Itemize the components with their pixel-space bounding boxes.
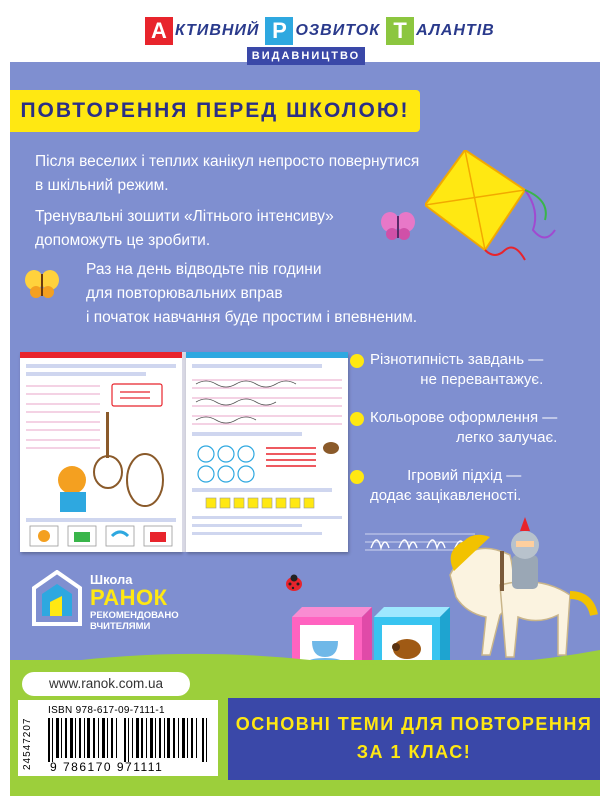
notebook-right-page-art (186, 352, 348, 552)
feature-line: Різнотипність завдань — (370, 351, 544, 368)
brand-word-2: ОЗВИТОК (295, 22, 381, 39)
bottom-banner-line: ОСНОВНІ ТЕМИ ДЛЯ ПОВТОРЕННЯ (235, 714, 593, 734)
ranok-note-line: ВЧИТЕЛЯМИ (90, 621, 151, 632)
bullet-dot-icon (350, 470, 364, 484)
feature-bullet-color (350, 408, 557, 448)
notebook-right-page (186, 352, 348, 552)
page-left-margin (0, 0, 10, 796)
ranok-school-logo (32, 570, 202, 630)
intro-paragraph-1 (35, 150, 435, 198)
book-back-cover (10, 0, 600, 796)
ranok-recommendation (90, 610, 179, 632)
ladybug-icon (284, 574, 304, 592)
grass-wave (10, 630, 600, 670)
ranok-school-label: Школа (90, 572, 133, 587)
intro-text-line: в шкільний режим. (35, 177, 169, 194)
brand-word-1: КТИВНИЙ (175, 22, 260, 39)
brand-chunk-1 (145, 17, 265, 45)
brand-letter-r: Р (265, 17, 293, 45)
barcode-number: 9 786170 971111 (50, 760, 164, 774)
feature-line: не перевантажує. (420, 371, 544, 388)
feature-line: Кольорове оформлення — (370, 409, 558, 426)
brand-chunk-3 (386, 17, 501, 45)
feature-line: легко залучає. (456, 429, 558, 446)
ranok-note-line: РЕКОМЕНДОВАНО (90, 610, 179, 621)
header (10, 0, 600, 62)
intro-paragraph-3 (86, 258, 506, 330)
notebook-left-page-art (20, 352, 182, 552)
title-banner: ПОВТОРЕННЯ ПЕРЕД ШКОЛОЮ! (10, 90, 420, 132)
intro-text-line: для повторювальних вправ (86, 285, 283, 302)
brand-word-3: АЛАНТІВ (416, 22, 495, 39)
intro-text-line: Тренувальні зошити «Літнього інтенсиву» (35, 208, 334, 225)
intro-text-line: і початок навчання буде простим і впевненим. (86, 309, 418, 326)
website-link[interactable]: www.ranok.com.ua (22, 672, 190, 696)
intro-paragraph-2 (35, 205, 435, 253)
bullet-dot-icon (350, 412, 364, 426)
intro-text-line: Раз на день відводьте пів години (86, 261, 322, 278)
intro-text-line: Після веселих і теплих канікул непросто повернутися (35, 153, 420, 170)
isbn-barcode (18, 700, 218, 776)
series-logo (145, 16, 501, 46)
butterfly-yellow-icon (24, 268, 60, 300)
notebook-spread-preview (20, 352, 350, 557)
feature-line: Ігровий підхід — (407, 467, 522, 484)
brand-chunk-2 (265, 17, 386, 45)
brand-letter-a: А (145, 17, 173, 45)
ranok-house-icon (32, 570, 82, 628)
feature-bullet-variety (350, 350, 543, 390)
intro-text-line: допоможуть це зробити. (35, 232, 211, 249)
publisher-label: ВИДАВНИЦТВО (247, 47, 365, 65)
barcode-side-number: 24547207 (22, 717, 33, 770)
notebook-left-page (20, 352, 182, 552)
isbn-text: ISBN 978-617-09-7111-1 (48, 705, 165, 716)
feature-text (370, 466, 521, 506)
bottom-banner (228, 698, 600, 780)
feature-text (370, 408, 557, 448)
bottom-banner-line: ЗА 1 КЛАС! (356, 742, 472, 762)
feature-line: додає зацікавленості. (370, 487, 522, 504)
ranok-name: РАНОК (90, 585, 168, 610)
bullet-dot-icon (350, 354, 364, 368)
feature-bullet-game (350, 466, 521, 506)
feature-text (370, 350, 543, 390)
brand-letter-t: Т (386, 17, 414, 45)
barcode-bars (46, 718, 214, 762)
